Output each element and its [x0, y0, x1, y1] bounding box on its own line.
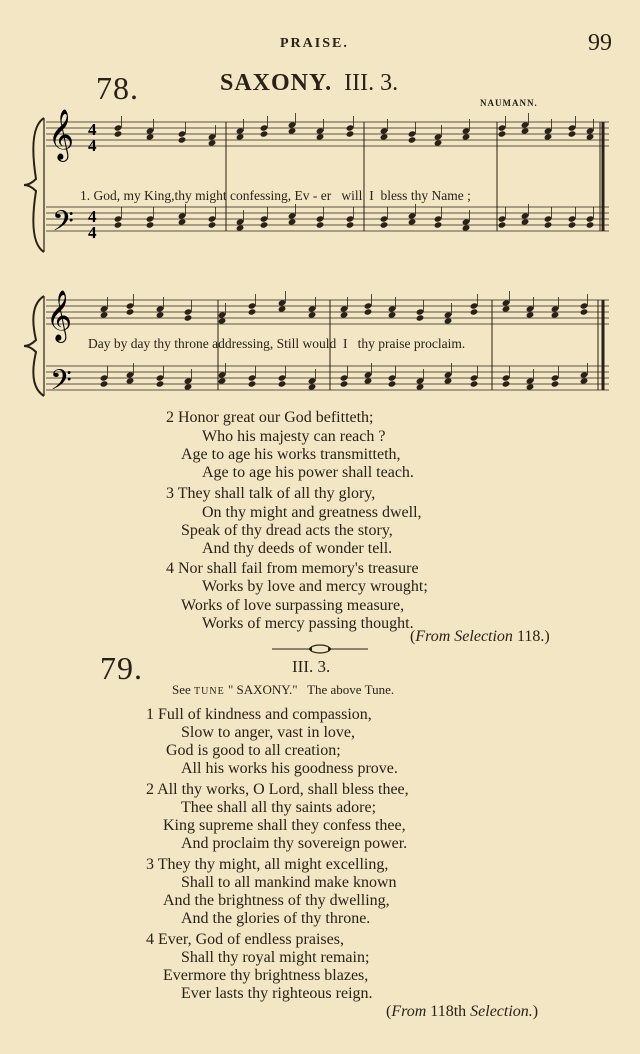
attribution-source: From Selection	[415, 628, 513, 645]
stanza-line: King supreme shall they confess thee,	[163, 817, 406, 834]
note-head	[364, 371, 373, 378]
attribution-number: 118.	[516, 628, 545, 645]
note-head	[586, 215, 595, 222]
note-head	[568, 221, 577, 228]
note-head	[568, 215, 577, 222]
note-head	[498, 124, 507, 131]
note-head	[586, 133, 595, 140]
note-head	[236, 224, 245, 231]
verse-text: All thy works, O Lord, shall bless thee,	[157, 781, 409, 798]
note-head	[218, 317, 227, 324]
note-head	[146, 221, 155, 228]
stanza-number: 3	[146, 856, 154, 873]
note-head	[316, 127, 325, 134]
tune-meter: III. 3.	[344, 70, 399, 96]
note-head	[380, 133, 389, 140]
note-head	[100, 305, 109, 312]
note-head	[444, 317, 453, 324]
note-head	[278, 380, 287, 387]
stanza-line: God is good to all creation;	[166, 742, 341, 759]
syllable: Name	[431, 188, 464, 203]
note-head	[316, 221, 325, 228]
stanza-line: And the glories of thy throne.	[181, 910, 371, 927]
note-head	[236, 127, 245, 134]
note-head	[340, 380, 349, 387]
note-head	[208, 133, 217, 140]
stanza-line	[166, 408, 374, 427]
note-head	[408, 212, 417, 219]
stanza-line: Shall to all mankind make known	[181, 874, 397, 891]
note-head	[364, 302, 373, 309]
note-head	[248, 308, 257, 315]
note-head	[444, 371, 453, 378]
note-head	[498, 221, 507, 228]
note-head	[156, 305, 165, 312]
note-head	[470, 308, 479, 315]
note-head	[470, 374, 479, 381]
stanza-line: All his works his goodness prove.	[181, 760, 398, 777]
verse-text: Ever, God of endless praises,	[158, 931, 344, 948]
note-head	[388, 305, 397, 312]
brace-icon	[24, 296, 44, 396]
stanza-number: 1	[146, 706, 154, 723]
note-head	[544, 127, 553, 134]
verse-text: Nor shall fail from memory's treasure	[178, 560, 419, 577]
attribution-source: From	[391, 1003, 427, 1020]
system-braces	[24, 118, 44, 396]
note-head	[156, 311, 165, 318]
note-head	[126, 371, 135, 378]
note-head	[498, 130, 507, 137]
syllable: God,	[93, 188, 121, 203]
note-head	[580, 377, 589, 384]
note-head	[462, 218, 471, 225]
note-head	[208, 139, 217, 146]
note-head	[408, 136, 417, 143]
note-head	[462, 224, 471, 231]
attribution-ordinal: 118th	[430, 1003, 467, 1020]
note-head	[146, 215, 155, 222]
running-title: PRAISE.	[280, 36, 349, 51]
syllable: proclaim.	[413, 336, 466, 351]
note-head	[416, 314, 425, 321]
see-tune-name: " SAXONY."	[227, 682, 298, 697]
note-head	[521, 212, 530, 219]
syllable: I	[343, 336, 348, 351]
note-head	[316, 133, 325, 140]
time-sig-top: 4	[88, 207, 97, 226]
stanza-line	[146, 780, 409, 799]
stanza-line: And proclaim thy sovereign power.	[181, 835, 408, 852]
note-head	[178, 130, 187, 137]
treble-clef-icon: 𝄞	[46, 290, 73, 341]
note-head	[498, 215, 507, 222]
note-head	[278, 374, 287, 381]
note-head	[580, 371, 589, 378]
note-head	[568, 124, 577, 131]
see-tune-suffix: The above Tune.	[307, 682, 395, 697]
note-head	[126, 302, 135, 309]
treble-clef-icon: 𝄞	[48, 109, 75, 160]
note-head	[278, 305, 287, 312]
syllable: thy	[174, 188, 192, 203]
syllable: I	[369, 188, 374, 203]
note-head	[146, 127, 155, 134]
tune-name: SAXONY.	[220, 70, 333, 96]
lyric-line-2	[88, 336, 465, 352]
note-head	[388, 311, 397, 318]
note-head	[544, 221, 553, 228]
note-head	[388, 374, 397, 381]
stanza-line: Ever lasts thy righteous reign.	[181, 985, 373, 1002]
note-head	[544, 133, 553, 140]
note-head	[100, 380, 109, 387]
stanza-line	[146, 705, 372, 724]
note-head	[236, 218, 245, 225]
note-head	[184, 377, 193, 384]
note-head	[434, 221, 443, 228]
note-head	[156, 374, 165, 381]
stanza-line: And the brightness of thy dwelling,	[163, 892, 390, 909]
note-head	[526, 311, 535, 318]
note-head	[380, 127, 389, 134]
note-head	[586, 221, 595, 228]
note-head	[260, 130, 269, 137]
note-head	[416, 308, 425, 315]
attribution-78: (From Selection 118.)	[410, 628, 550, 645]
note-head	[380, 215, 389, 222]
note-head	[364, 377, 373, 384]
note-head	[184, 308, 193, 315]
syllable: my	[123, 188, 141, 203]
syllable: will	[341, 188, 363, 203]
note-head	[526, 305, 535, 312]
page-number: 99	[588, 30, 612, 56]
note-head	[100, 311, 109, 318]
note-head	[260, 221, 269, 228]
note-head	[551, 374, 560, 381]
note-head	[470, 302, 479, 309]
note-head	[114, 130, 123, 137]
note-head	[444, 311, 453, 318]
note-head	[408, 218, 417, 225]
note-head	[288, 212, 297, 219]
note-head	[156, 380, 165, 387]
note-head	[502, 380, 511, 387]
syllable: day	[130, 336, 151, 351]
stanza-number: 2	[146, 781, 154, 798]
note-head	[178, 212, 187, 219]
note-head	[521, 218, 530, 225]
note-head	[586, 127, 595, 134]
note-head	[470, 380, 479, 387]
attribution-79: (From 118th Selection.)	[386, 1003, 539, 1020]
stanza-number: 4	[166, 560, 174, 577]
note-head	[260, 215, 269, 222]
note-head	[236, 133, 245, 140]
time-sig-bottom: 4	[88, 223, 97, 242]
note-head	[114, 221, 123, 228]
note-head	[288, 218, 297, 225]
verse-text: They thy might, all might excelling,	[157, 856, 389, 873]
see-tune-prefix: See	[172, 682, 191, 697]
hymn-79-meter: III. 3.	[292, 657, 331, 676]
stanza-line	[166, 484, 375, 503]
stanza-line: On thy might and greatness dwell,	[202, 504, 422, 521]
note-head	[502, 374, 511, 381]
stanza-line: And thy deeds of wonder tell.	[202, 540, 393, 557]
note-head	[278, 299, 287, 306]
note-head	[380, 221, 389, 228]
stanza-line: Speak of thy dread acts the story,	[181, 522, 393, 539]
note-head	[146, 133, 155, 140]
stanza-line: Works of love surpassing measure,	[181, 597, 405, 614]
note-head	[416, 377, 425, 384]
verse-text: Honor great our God befitteth;	[178, 409, 374, 426]
syllable: thy	[410, 188, 429, 203]
note-head	[340, 311, 349, 318]
syllable: addressing,	[212, 336, 274, 351]
note-head	[521, 127, 530, 134]
note-head	[408, 130, 417, 137]
note-head	[114, 124, 123, 131]
note-head	[218, 311, 227, 318]
syllable: might	[195, 188, 227, 203]
syllable: er	[320, 188, 332, 203]
note-head	[526, 377, 535, 384]
note-head	[208, 221, 217, 228]
note-head	[308, 311, 317, 318]
stanza-line: Shall thy royal might remain;	[181, 949, 370, 966]
syllable: Still	[276, 336, 300, 351]
stanza-line	[146, 855, 388, 874]
stanza-line	[146, 930, 344, 949]
note-head	[218, 377, 227, 384]
note-head	[580, 308, 589, 315]
note-head	[551, 311, 560, 318]
note-head	[184, 383, 193, 390]
stanza-line: Evermore thy brightness blazes,	[163, 967, 369, 984]
note-head	[521, 121, 530, 128]
syllable: would	[302, 336, 337, 351]
syllable: thy	[153, 336, 171, 351]
stanza-number: 4	[146, 931, 154, 948]
stanza-line: Slow to anger, vast in love,	[181, 724, 355, 741]
note-head	[551, 305, 560, 312]
stanza-line: Age to age his works transmitteth,	[181, 446, 401, 463]
note-head	[308, 305, 317, 312]
stanza-line	[166, 559, 419, 578]
stanza-line: Works by love and mercy wrought;	[202, 578, 428, 595]
syllable: Ev	[294, 188, 310, 203]
syllable: throne	[174, 336, 209, 351]
note-head	[248, 374, 257, 381]
syllable: ;	[467, 188, 471, 203]
note-head	[444, 377, 453, 384]
syllable: -	[312, 188, 318, 203]
verse-text: They shall talk of all thy glory,	[177, 485, 376, 502]
verse-number: 1.	[80, 188, 91, 203]
note-head	[260, 124, 269, 131]
note-head	[288, 127, 297, 134]
note-head	[208, 215, 217, 222]
see-tune-word: TUNE	[194, 686, 225, 697]
note-head	[178, 218, 187, 225]
note-head	[434, 133, 443, 140]
note-head	[308, 383, 317, 390]
bass-clef-icon: 𝄢	[50, 364, 72, 404]
note-head	[346, 221, 355, 228]
syllable: praise	[378, 336, 411, 351]
bass-clef-icon: 𝄢	[52, 205, 74, 245]
syllable: King,	[144, 188, 175, 203]
note-head	[346, 215, 355, 222]
note-head	[526, 383, 535, 390]
attribution-word: Selection.	[470, 1003, 533, 1020]
note-head	[218, 371, 227, 378]
note-head	[434, 139, 443, 146]
note-head	[580, 302, 589, 309]
time-signature	[88, 120, 97, 242]
note-head	[346, 130, 355, 137]
note-head	[416, 383, 425, 390]
note-head	[502, 299, 511, 306]
note-head	[248, 380, 257, 387]
hymn-number-78: 78.	[96, 70, 139, 106]
time-sig-top: 4	[88, 120, 97, 139]
syllable: bless	[380, 188, 408, 203]
stanza-line: Thee shall all thy saints adore;	[181, 799, 377, 816]
note-head	[502, 305, 511, 312]
note-head	[388, 380, 397, 387]
verse-text: Full of kindness and compassion,	[158, 706, 372, 723]
stanza-number: 3	[166, 485, 174, 502]
hymn-number-79: 79.	[100, 650, 143, 686]
note-head	[551, 380, 560, 387]
note-head	[316, 215, 325, 222]
ornament-divider-icon	[270, 642, 370, 656]
note-head	[184, 314, 193, 321]
note-head	[364, 308, 373, 315]
note-head	[248, 302, 257, 309]
note-head	[340, 374, 349, 381]
composer: NAUMANN.	[480, 98, 538, 108]
note-head	[462, 127, 471, 134]
stanza-line: Who his majesty can reach ?	[202, 428, 386, 445]
see-tune-note	[172, 682, 394, 698]
syllable: confessing,	[230, 188, 292, 203]
syllable: Day	[88, 336, 111, 351]
note-head	[114, 215, 123, 222]
note-head	[346, 124, 355, 131]
note-head	[462, 133, 471, 140]
brace-icon	[24, 118, 44, 252]
syllable: by	[113, 336, 128, 351]
note-head	[340, 305, 349, 312]
lyric-line-1	[80, 188, 471, 204]
note-head	[100, 374, 109, 381]
clefs	[46, 109, 74, 404]
note-head	[126, 377, 135, 384]
note-head	[544, 215, 553, 222]
stanza-line: Works of mercy passing thought.	[202, 615, 414, 632]
note-head	[126, 308, 135, 315]
stanza-number: 2	[166, 409, 174, 426]
note-head	[568, 130, 577, 137]
note-head	[178, 136, 187, 143]
note-head	[434, 215, 443, 222]
time-sig-bottom: 4	[88, 136, 97, 155]
syllable: thy	[357, 336, 375, 351]
stanza-line: Age to age his power shall teach.	[202, 464, 414, 481]
note-head	[308, 377, 317, 384]
note-head	[288, 121, 297, 128]
